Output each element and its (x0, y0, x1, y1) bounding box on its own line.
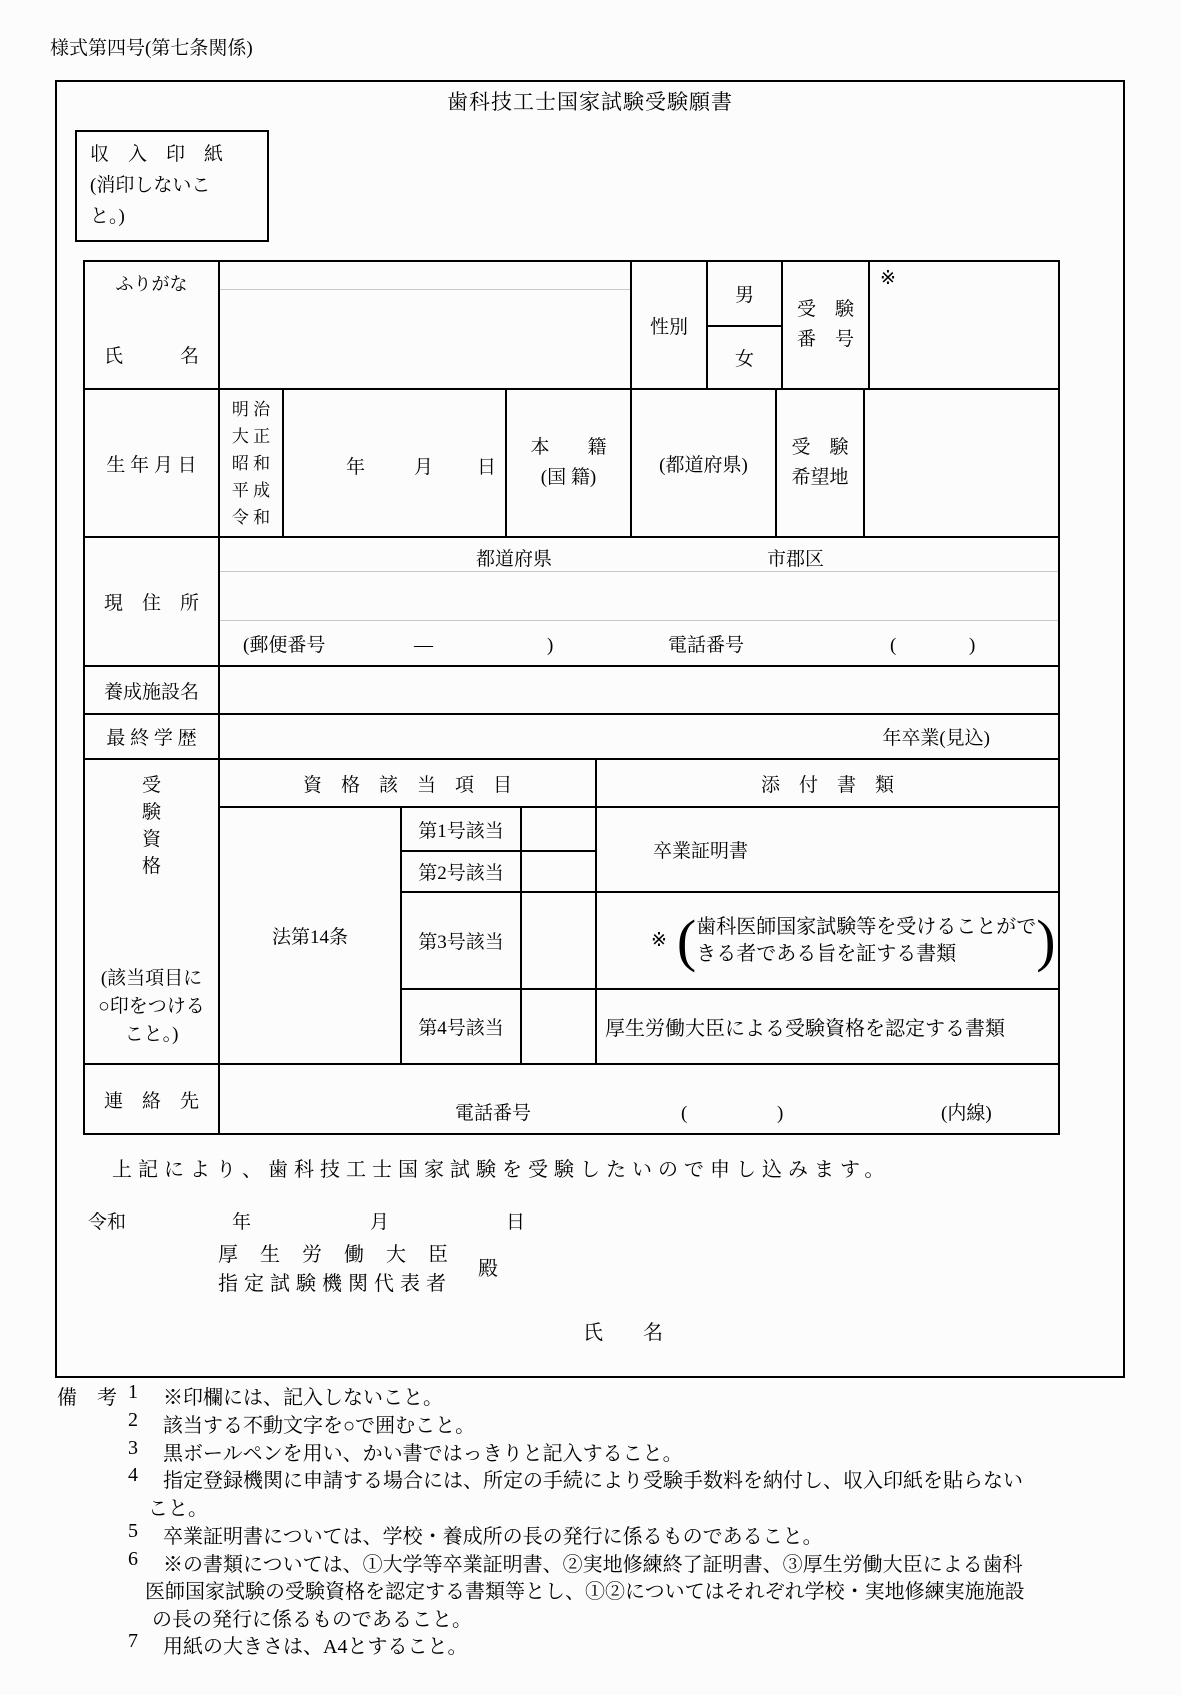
day-unit: 日 (477, 457, 497, 478)
sex-label-cell (632, 262, 708, 390)
graduation-hint: 年卒業(見込) (882, 728, 990, 749)
registry-label-line2: (国 籍) (540, 467, 597, 488)
address-input-cell (220, 538, 1060, 667)
doc-for-item-3-cell (597, 893, 1060, 990)
education-label-cell (85, 715, 220, 760)
item1-mark-cell (522, 808, 597, 852)
declaration-statement: 上記により、歯科技工士国家試験を受験したいので申し込みます。 (112, 1159, 891, 1181)
wish-label-line2: 希望地 (791, 467, 849, 488)
doc-for-items-1-2: 卒業証明書 (653, 841, 749, 862)
item2-label-cell (402, 852, 522, 893)
qualification-note-line2: ○印をつける (98, 996, 205, 1017)
wish-label-line1: 受 験 (791, 437, 849, 458)
registry-label-line1: 本 籍 (530, 437, 607, 458)
exam-number-label-line2: 番 号 (796, 329, 854, 350)
remark-6-text: ※の書類については、①大学等卒業証明書、②実地修練終了証明書、③厚生労働大臣による歯科 (163, 1554, 1023, 1576)
education-input-cell (220, 715, 1060, 760)
doc3-text-line2: きる者である旨を証する書類 (696, 942, 957, 965)
remark-6-text-cont1: 医師国家試験の受験資格を認定する書類等とし、①②についてはそれぞれ学校・実地修練実施施設 (145, 1581, 1025, 1603)
doc3-text-line1: 歯科医師国家試験等を受けることがで (696, 915, 1037, 938)
female-label: 女 (734, 349, 754, 370)
qualification-note-line3: こと。) (124, 1024, 179, 1045)
date-era-label: 令和 (88, 1212, 127, 1233)
qualification-label-cell (85, 760, 220, 1065)
address-city-hint: 市郡区 (767, 549, 825, 570)
main-table (83, 260, 1060, 1135)
addressee-agency: 指定試験機関代表者 (218, 1273, 452, 1295)
exam-number-label-line1: 受 験 (796, 299, 854, 320)
doc3-open-bracket: ( (676, 907, 697, 973)
address-prefecture-hint: 都道府県 (476, 549, 553, 570)
remarks-label: 備 考 (57, 1387, 117, 1409)
qualification-note-line1: (該当項目に (100, 968, 203, 989)
remark-4-num: 4 (128, 1464, 138, 1486)
qualification-label-char3: 資 (141, 829, 161, 850)
qualification-label-char2: 験 (141, 802, 161, 823)
furigana-divider-line (220, 289, 630, 290)
qualification-label-char1: 受 (141, 775, 161, 796)
era-taisho: 大 正 (231, 426, 271, 446)
contact-phone-close-paren: ) (777, 1103, 784, 1124)
contact-label-cell (85, 1065, 220, 1135)
contact-label: 連 絡 先 (103, 1090, 199, 1112)
date-month-label: 月 (370, 1212, 390, 1233)
remark-1-text: ※印欄には、記入しないこと。 (163, 1387, 443, 1409)
doc-for-items-1-2-cell (597, 808, 1060, 893)
remark-2-num: 2 (128, 1409, 138, 1431)
item4-mark-cell (522, 990, 597, 1065)
furigana-label: ふりがな (115, 274, 188, 294)
registry-prefecture-cell (632, 390, 777, 538)
address-label-cell (85, 538, 220, 667)
item4-label-cell (402, 990, 522, 1065)
attached-documents-header-cell (597, 760, 1060, 808)
postal-close-paren: ) (547, 635, 554, 656)
address-phone-label: 電話番号 (668, 635, 745, 656)
registry-label-cell (507, 390, 632, 538)
sex-male-cell (708, 262, 783, 327)
address-label: 現 住 所 (103, 593, 199, 614)
sex-female-cell (708, 327, 783, 390)
applicant-name-label: 氏 名 (583, 1322, 663, 1344)
remark-4-text-cont: こと。 (148, 1498, 208, 1520)
era-meiji: 明 治 (231, 399, 271, 419)
postal-dash: — (414, 635, 433, 656)
item4-label: 第4号該当 (418, 1018, 504, 1039)
revenue-stamp-box (75, 130, 269, 242)
item3-label-cell (402, 893, 522, 990)
item2-mark-cell (522, 852, 597, 893)
law-article-label: 法第14条 (271, 927, 348, 948)
doc-for-item-4-cell (597, 990, 1060, 1065)
law-article-cell (220, 808, 402, 1065)
sex-label: 性別 (649, 316, 688, 338)
era-reiwa: 令 和 (231, 507, 271, 527)
prefecture-hint: (都道府県) (659, 454, 748, 476)
addressee-minister: 厚生労働大臣 (218, 1244, 470, 1266)
remark-3-text: 黒ボールペンを用い、かい書ではっきりと記入すること。 (163, 1443, 683, 1465)
date-day-label: 日 (506, 1212, 526, 1233)
address-phone-close-paren: ) (969, 635, 976, 656)
contact-input-cell (220, 1065, 1060, 1135)
birthdate-label: 生 年 月 日 (106, 454, 197, 476)
item3-label: 第3号該当 (418, 932, 504, 953)
remark-7-text: 用紙の大きさは、A4とすること。 (163, 1636, 468, 1658)
contact-phone-open-paren: ( (681, 1103, 688, 1124)
name-label-cell (85, 262, 220, 390)
institution-input-cell (220, 667, 1060, 715)
doc3-close-bracket: ) (1036, 907, 1056, 973)
era-showa: 昭 和 (231, 453, 271, 473)
address-guide-line-1 (220, 571, 1058, 572)
contact-phone-label: 電話番号 (455, 1103, 532, 1124)
form-title: 歯科技工士国家試験受験願書 (447, 90, 733, 114)
remark-6-num: 6 (128, 1548, 138, 1570)
name-label: 氏 名 (103, 346, 199, 367)
form-number: 様式第四号(第七条関係) (50, 38, 253, 59)
name-input-area (220, 262, 632, 390)
items-header: 資 格 該 当 項 目 (302, 774, 512, 796)
remark-6-text-cont2: の長の発行に係るものであること。 (152, 1609, 472, 1631)
era-heisei: 平 成 (231, 480, 271, 500)
era-cell (220, 390, 284, 538)
address-phone-open-paren: ( (890, 635, 897, 656)
remark-2-text: 該当する不動文字を○で囲むこと。 (163, 1415, 476, 1437)
stamp-line2: (消印しないこ (90, 175, 211, 196)
contact-extension-label: (内線) (941, 1103, 992, 1124)
honorific-dono: 殿 (478, 1258, 498, 1280)
item1-label-cell (402, 808, 522, 852)
qualification-items-header-cell (220, 760, 597, 808)
doc-for-item-4: 厚生労働大臣による受験資格を認定する書類 (605, 1018, 1005, 1040)
year-unit: 年 (346, 457, 366, 478)
date-year-label: 年 (232, 1212, 252, 1233)
wish-location-label-cell (777, 390, 865, 538)
institution-label: 養成施設名 (103, 681, 199, 703)
postal-code-label: (郵便番号 (243, 635, 326, 656)
item2-label: 第2号該当 (418, 863, 504, 884)
wish-location-input-cell (865, 390, 1060, 538)
office-use-mark: ※ (880, 268, 896, 289)
stamp-line1: 収 入 印 紙 (90, 144, 224, 165)
remark-1-num: 1 (128, 1381, 138, 1403)
docs-header: 添 付 書 類 (760, 774, 894, 796)
month-unit: 月 (414, 457, 434, 478)
remark-5-text: 卒業証明書については、学校・養成所の長の発行に係るものであること。 (163, 1526, 823, 1548)
education-label: 最 終 学 歴 (106, 728, 197, 749)
qualification-label-char4: 格 (141, 856, 161, 877)
exam-number-input-cell (870, 262, 1060, 390)
exam-number-label-cell (783, 262, 870, 390)
remark-7-num: 7 (128, 1630, 138, 1652)
item3-mark-cell (522, 893, 597, 990)
institution-label-cell (85, 667, 220, 715)
stamp-line3: と。) (90, 206, 125, 227)
remark-5-num: 5 (128, 1520, 138, 1542)
male-label: 男 (734, 285, 754, 306)
remark-4-text: 指定登録機関に申請する場合には、所定の手続により受験手数料を納付し、収入印紙を貼らない (163, 1470, 1023, 1492)
birthdate-input-cell (284, 390, 507, 538)
remark-3-num: 3 (128, 1437, 138, 1459)
item1-label: 第1号該当 (418, 820, 504, 842)
doc3-office-use-mark: ※ (651, 930, 667, 951)
birthdate-label-cell (85, 390, 220, 538)
address-guide-line-2 (220, 620, 1058, 621)
